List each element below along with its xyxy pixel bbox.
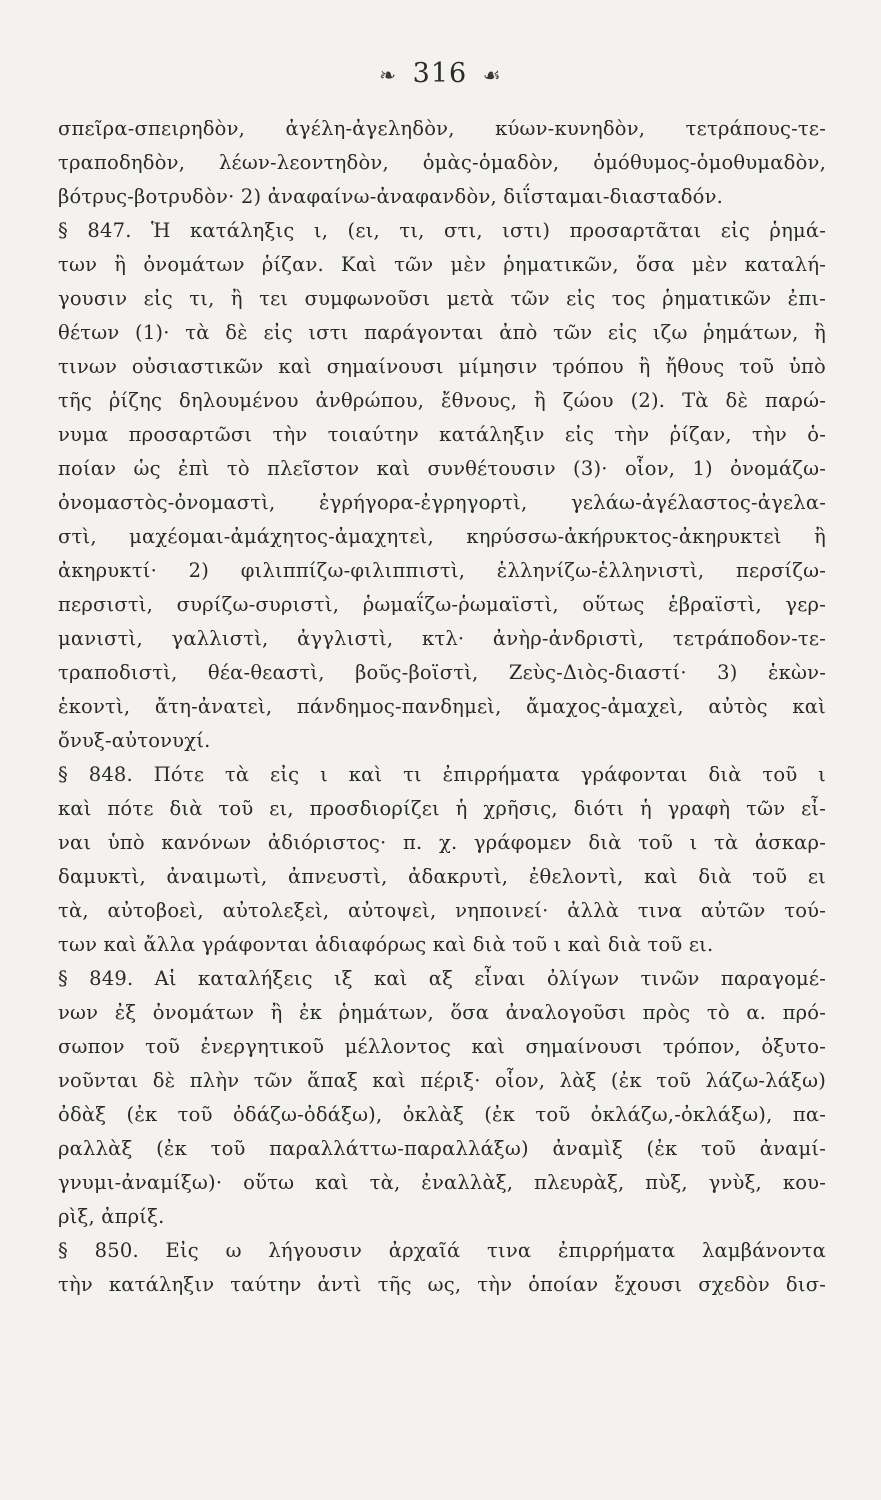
- text-line: βότρυς-βοτρυδὸν· 2) ἀναφαίνω-ἀναφανδὸν, διΐσταμαι-διασταδόν.: [58, 185, 724, 208]
- text-line: στὶ, μαχέομαι-ἀμάχητος-ἀμαχητεὶ, κηρύσσω-ἀκήρυκτος-ἀκηρυκτεὶ ἢ: [58, 525, 826, 548]
- text-line: ρὶξ, ἀπρίξ.: [58, 1205, 165, 1228]
- text-line: σωπον τοῦ ἐνεργητικοῦ μέλλοντος καὶ σημαίνουσι τρόπον, ὀξυτο-: [58, 1035, 826, 1058]
- text-line: τραποδιστὶ, θέα-θεαστὶ, βοῦς-βοϊστὶ, Ζεὺς-Διὸς-διαστί· 3) ἑκὼν-: [58, 661, 826, 684]
- text-line: τὰ, αὐτοβοεὶ, αὐτολεξεὶ, αὐτοψεὶ, νηποινεί· ἀλλὰ τινα αὐτῶν τού-: [58, 899, 826, 922]
- text-line: δαμυκτὶ, ἀναιμωτὶ, ἀπνευστὶ, ἀδακρυτὶ, ἐθελοντὶ, καὶ διὰ τοῦ ει: [58, 865, 826, 888]
- text-line: ραλλὰξ (ἐκ τοῦ παραλλάττω-παραλλάξω) ἀναμὶξ (ἐκ τοῦ ἀναμί-: [58, 1137, 826, 1160]
- text-line: νυμα προσαρτῶσι τὴν τοιαύτην κατάληξιν εἰς τὴν ῥίζαν, τὴν ὁ-: [58, 423, 826, 446]
- text-line: νων ἐξ ὀνομάτων ἢ ἐκ ῥημάτων, ὅσα ἀναλογοῦσι πρὸς τὸ α. πρό-: [58, 1001, 826, 1024]
- text-line: § 848. Πότε τὰ εἰς ι καὶ τι ἐπιρρήματα γράφονται διὰ τοῦ ι: [58, 763, 826, 786]
- text-line: των καὶ ἄλλα γράφονται ἀδιαφόρως καὶ διὰ τοῦ ι καὶ διὰ τοῦ ει.: [58, 933, 714, 956]
- text-line: θέτων (1)· τὰ δὲ εἰς ιστι παράγονται ἀπὸ τῶν εἰς ιζω ῥημάτων, ἢ: [58, 321, 826, 344]
- text-line: μανιστὶ, γαλλιστὶ, ἀγγλιστὶ, κτλ· ἀνὴρ-ἀνδριστὶ, τετράποδον-τε-: [58, 627, 826, 650]
- text-line: ἀκηρυκτί· 2) φιλιππίζω-φιλιππιστὶ, ἑλληνίζω-ἑλληνιστὶ, περσίζω-: [58, 559, 826, 582]
- text-line: ποίαν ὡς ἐπὶ τὸ πλεῖστον καὶ συνθέτουσιν (3)· οἷον, 1) ὀνομάζω-: [58, 457, 826, 480]
- text-line: νοῦνται δὲ πλὴν τῶν ἅπαξ καὶ πέριξ· οἷον, λὰξ (ἐκ τοῦ λάζω-λάξω): [58, 1069, 826, 1092]
- ornament-right-icon: ☙: [482, 62, 502, 87]
- page-number: 316: [412, 58, 468, 89]
- text-line: § 847. Ἡ κατάληξις ι, (ει, τι, στι, ιστι) προσαρτᾶται εἰς ῥημά-: [58, 219, 826, 242]
- text-line: καὶ πότε διὰ τοῦ ει, προσδιορίζει ἡ χρῆσις, διότι ἡ γραφὴ τῶν εἶ-: [58, 797, 826, 820]
- text-line: ἑκοντὶ, ἄτη-ἀνατεὶ, πάνδημος-πανδημεὶ, ἄμαχος-ἀμαχεὶ, αὐτὸς καὶ: [58, 695, 826, 718]
- body-text: [58, 112, 826, 1302]
- text-line: τινων οὐσιαστικῶν καὶ σημαίνουσι μίμησιν τρόπου ἢ ἤθους τοῦ ὑπὸ: [58, 355, 826, 378]
- text-line: γνυμι-ἀναμίξω)· οὕτω καὶ τὰ, ἐναλλὰξ, πλευρὰξ, πὺξ, γνὺξ, κου-: [58, 1171, 826, 1194]
- text-line: των ἢ ὀνομάτων ῥίζαν. Καὶ τῶν μὲν ῥηματικῶν, ὅσα μὲν καταλή-: [58, 253, 826, 276]
- text-line: ναι ὑπὸ κανόνων ἀδιόριστος· π. χ. γράφομεν διὰ τοῦ ι τὰ ἀσκαρ-: [58, 831, 826, 854]
- text-line: § 849. Αἱ καταλήξεις ιξ καὶ αξ εἶναι ὀλίγων τινῶν παραγομέ-: [58, 967, 826, 990]
- text-line: σπεῖρα-σπειρηδὸν, ἀγέλη-ἀγεληδὸν, κύων-κυνηδὸν, τετράπους-τε-: [58, 117, 826, 140]
- text-line: ὄνυξ-αὐτονυχί.: [58, 729, 211, 752]
- text-line: περσιστὶ, συρίζω-συριστὶ, ῥωμαΐζω-ῥωμαϊστὶ, οὕτως ἑβραϊστὶ, γερ-: [58, 593, 826, 616]
- text-line: τῆς ῥίζης δηλουμένου ἀνθρώπου, ἔθνους, ἢ ζώου (2). Τὰ δὲ παρώ-: [58, 389, 826, 412]
- text-line: γουσιν εἰς τι, ἢ τει συμφωνοῦσι μετὰ τῶν εἰς τος ῥηματικῶν ἐπι-: [58, 287, 826, 310]
- text-line: ὀδὰξ (ἐκ τοῦ ὀδάζω-ὀδάξω), ὀκλὰξ (ἐκ τοῦ ὀκλάζω,-ὀκλάξω), πα-: [58, 1103, 826, 1126]
- text-line: ὀνομαστὸς-ὀνομαστὶ, ἐγρήγορα-ἐγρηγορτὶ, γελάω-ἀγέλαστος-ἀγελα-: [58, 491, 826, 514]
- text-line: τὴν κατάληξιν ταύτην ἀντὶ τῆς ως, τὴν ὁποίαν ἔχουσι σχεδὸν δισ-: [58, 1273, 826, 1296]
- text-line: τραποδηδὸν, λέων-λεοντηδὸν, ὁμὰς-ὁμαδὸν, ὁμόθυμος-ὁμοθυμαδὸν,: [58, 151, 826, 174]
- text-line: § 850. Εἰς ω λήγουσιν ἀρχαῖά τινα ἐπιρρήματα λαμβάνοντα: [58, 1239, 826, 1262]
- ornament-left-icon: ❧: [379, 62, 398, 87]
- page-header: [0, 58, 881, 89]
